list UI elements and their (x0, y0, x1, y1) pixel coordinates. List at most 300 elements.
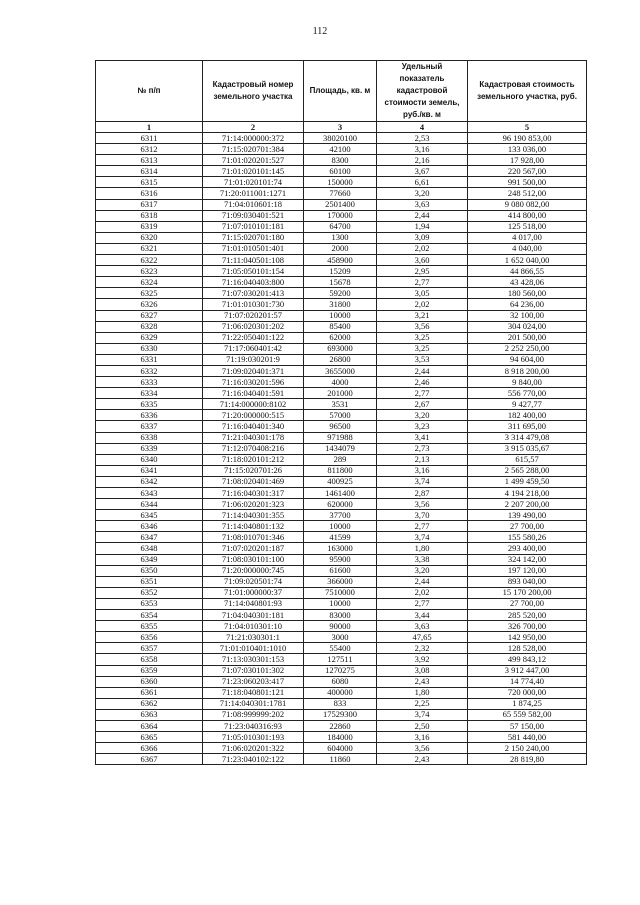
table-row (96, 554, 587, 565)
cadastral-value-cell: 197 120,00 (468, 565, 587, 576)
area-cell: 3655000 (304, 365, 377, 376)
table-row (96, 166, 587, 177)
cadastral-value-cell: 2 207 200,00 (468, 499, 587, 510)
table-row (96, 709, 587, 720)
table-body (96, 133, 587, 765)
cadastral-number-cell: 71:01:000000:37 (203, 587, 304, 598)
area-cell: 10000 (304, 521, 377, 532)
row-number-cell: 6311 (96, 133, 203, 144)
area-cell: 42100 (304, 144, 377, 155)
cadastral-value-cell: 43 428,06 (468, 277, 587, 288)
unit-value-cell: 3,16 (377, 144, 468, 155)
cadastral-value-cell: 128 528,00 (468, 643, 587, 654)
cadastral-value-cell: 3 314 479,08 (468, 432, 587, 443)
area-cell: 1461400 (304, 488, 377, 499)
table-row (96, 499, 587, 510)
row-number-cell: 6352 (96, 587, 203, 598)
area-cell: 400000 (304, 687, 377, 698)
row-number-cell: 6330 (96, 343, 203, 354)
unit-value-cell: 3,16 (377, 732, 468, 743)
cadastral-number-cell: 71:15:020701:26 (203, 465, 304, 476)
row-number-cell: 6316 (96, 188, 203, 199)
unit-value-cell: 2,77 (377, 598, 468, 609)
table-row (96, 488, 587, 499)
cadastral-value-cell: 581 440,00 (468, 732, 587, 743)
table-row (96, 421, 587, 432)
row-number-cell: 6333 (96, 377, 203, 388)
unit-value-cell: 3,56 (377, 743, 468, 754)
table-row (96, 266, 587, 277)
unit-value-cell: 2,44 (377, 210, 468, 221)
table-row (96, 255, 587, 266)
area-cell: 4000 (304, 377, 377, 388)
row-number-cell: 6350 (96, 565, 203, 576)
cadastral-number-cell: 71:01:020101:145 (203, 166, 304, 177)
unit-value-cell: 2,16 (377, 155, 468, 166)
cadastral-number-cell: 71:06:020201:322 (203, 743, 304, 754)
cadastral-value-cell: 94 604,00 (468, 354, 587, 365)
cadastral-value-cell: 201 500,00 (468, 332, 587, 343)
row-number-cell: 6348 (96, 543, 203, 554)
table-row (96, 321, 587, 332)
cadastral-number-cell: 71:13:030301:153 (203, 654, 304, 665)
table-row (96, 587, 587, 598)
unit-value-cell: 1,80 (377, 687, 468, 698)
area-cell: 163000 (304, 543, 377, 554)
row-number-cell: 6364 (96, 720, 203, 731)
row-number-cell: 6357 (96, 643, 203, 654)
area-cell: 8300 (304, 155, 377, 166)
row-number-cell: 6335 (96, 399, 203, 410)
cadastral-value-cell: 32 100,00 (468, 310, 587, 321)
unit-value-cell: 2,43 (377, 676, 468, 687)
row-number-cell: 6367 (96, 754, 203, 765)
area-cell: 2501400 (304, 199, 377, 210)
row-number-cell: 6319 (96, 221, 203, 232)
area-cell: 3531 (304, 399, 377, 410)
row-number-cell: 6336 (96, 410, 203, 421)
row-number-cell: 6312 (96, 144, 203, 155)
unit-value-cell: 2,44 (377, 576, 468, 587)
row-number-cell: 6324 (96, 277, 203, 288)
table-row (96, 332, 587, 343)
column-number: 4 (377, 122, 468, 133)
cadastral-number-cell: 71:08:030101:100 (203, 554, 304, 565)
cadastral-value-cell: 2 252 250,00 (468, 343, 587, 354)
unit-value-cell: 3,21 (377, 310, 468, 321)
row-number-cell: 6355 (96, 621, 203, 632)
unit-value-cell: 2,77 (377, 277, 468, 288)
column-number: 5 (468, 122, 587, 133)
area-cell: 6080 (304, 676, 377, 687)
table-row (96, 443, 587, 454)
row-number-cell: 6362 (96, 698, 203, 709)
area-cell: 400925 (304, 476, 377, 487)
cadastral-value-cell: 142 950,00 (468, 632, 587, 643)
table-row (96, 399, 587, 410)
cadastral-value-table (95, 60, 587, 765)
cadastral-number-cell: 71:07:020201:187 (203, 543, 304, 554)
area-cell: 458900 (304, 255, 377, 266)
table-row (96, 377, 587, 388)
cadastral-number-cell: 71:04:040301:181 (203, 610, 304, 621)
page-number: 112 (312, 26, 328, 37)
unit-value-cell: 3,74 (377, 709, 468, 720)
cadastral-value-cell: 64 236,00 (468, 299, 587, 310)
cadastral-number-cell: 71:22:050401:122 (203, 332, 304, 343)
cadastral-number-cell: 71:16:040401:591 (203, 388, 304, 399)
table-row (96, 243, 587, 254)
cadastral-value-cell: 155 580,26 (468, 532, 587, 543)
cadastral-value-cell: 1 652 040,00 (468, 255, 587, 266)
cadastral-value-cell: 2 150 240,00 (468, 743, 587, 754)
row-number-cell: 6317 (96, 199, 203, 210)
cadastral-value-cell: 4 040,00 (468, 243, 587, 254)
cadastral-value-cell: 499 843,12 (468, 654, 587, 665)
unit-value-cell: 3,05 (377, 288, 468, 299)
cadastral-value-cell: 14 774,40 (468, 676, 587, 687)
row-number-cell: 6360 (96, 676, 203, 687)
row-number-cell: 6315 (96, 177, 203, 188)
cadastral-value-cell: 991 500,00 (468, 177, 587, 188)
table-row (96, 743, 587, 754)
unit-value-cell: 3,60 (377, 255, 468, 266)
cadastral-number-cell: 71:20:000000:515 (203, 410, 304, 421)
unit-value-cell: 3,74 (377, 476, 468, 487)
cadastral-number-cell: 71:14:000000:372 (203, 133, 304, 144)
row-number-cell: 6325 (96, 288, 203, 299)
row-number-cell: 6349 (96, 554, 203, 565)
unit-value-cell: 3,53 (377, 354, 468, 365)
cadastral-number-cell: 71:23:040316:93 (203, 720, 304, 731)
cadastral-number-cell: 71:16:030201:596 (203, 377, 304, 388)
unit-value-cell: 2,32 (377, 643, 468, 654)
table-row (96, 476, 587, 487)
cadastral-number-cell: 71:12:070408:216 (203, 443, 304, 454)
unit-value-cell: 2,67 (377, 399, 468, 410)
row-number-cell: 6329 (96, 332, 203, 343)
area-cell: 60100 (304, 166, 377, 177)
cadastral-number-cell: 71:08:010701:346 (203, 532, 304, 543)
area-cell: 971988 (304, 432, 377, 443)
row-number-cell: 6351 (96, 576, 203, 587)
row-number-cell: 6343 (96, 488, 203, 499)
unit-value-cell: 3,67 (377, 166, 468, 177)
cadastral-value-cell: 27 700,00 (468, 521, 587, 532)
table-row (96, 754, 587, 765)
unit-value-cell: 3,41 (377, 432, 468, 443)
unit-value-cell: 2,50 (377, 720, 468, 731)
row-number-cell: 6323 (96, 266, 203, 277)
unit-value-cell: 2,87 (377, 488, 468, 499)
row-number-cell: 6366 (96, 743, 203, 754)
cadastral-value-cell: 9 080 082,00 (468, 199, 587, 210)
unit-value-cell: 3,63 (377, 199, 468, 210)
row-number-cell: 6344 (96, 499, 203, 510)
cadastral-value-cell: 139 490,00 (468, 510, 587, 521)
table-row (96, 532, 587, 543)
area-cell: 96500 (304, 421, 377, 432)
table-row (96, 343, 587, 354)
row-number-cell: 6345 (96, 510, 203, 521)
row-number-cell: 6363 (96, 709, 203, 720)
table-row (96, 199, 587, 210)
row-number-cell: 6358 (96, 654, 203, 665)
cadastral-value-cell: 556 770,00 (468, 388, 587, 399)
header-row-number: № п/п (96, 61, 203, 122)
cadastral-value-cell: 4 017,00 (468, 232, 587, 243)
table-row (96, 388, 587, 399)
cadastral-value-cell: 15 170 200,00 (468, 587, 587, 598)
cadastral-value-cell: 57 150,00 (468, 720, 587, 731)
unit-value-cell: 3,16 (377, 465, 468, 476)
cadastral-value-cell: 285 520,00 (468, 610, 587, 621)
table-row (96, 687, 587, 698)
table-row (96, 232, 587, 243)
area-cell: 64700 (304, 221, 377, 232)
area-cell: 31800 (304, 299, 377, 310)
area-cell: 1270275 (304, 665, 377, 676)
row-number-cell: 6361 (96, 687, 203, 698)
unit-value-cell: 3,44 (377, 610, 468, 621)
cadastral-value-cell: 1 874,25 (468, 698, 587, 709)
unit-value-cell: 2,73 (377, 443, 468, 454)
area-cell: 37700 (304, 510, 377, 521)
cadastral-number-cell: 71:09:020401:371 (203, 365, 304, 376)
unit-value-cell: 3,70 (377, 510, 468, 521)
unit-value-cell: 3,20 (377, 410, 468, 421)
unit-value-cell: 3,25 (377, 332, 468, 343)
cadastral-number-cell: 71:09:030401:521 (203, 210, 304, 221)
area-cell: 61600 (304, 565, 377, 576)
unit-value-cell: 3,20 (377, 565, 468, 576)
row-number-cell: 6356 (96, 632, 203, 643)
area-cell: 693000 (304, 343, 377, 354)
table-header-row (96, 61, 587, 122)
table-row (96, 155, 587, 166)
area-cell: 7510000 (304, 587, 377, 598)
area-cell: 1434079 (304, 443, 377, 454)
table-row (96, 177, 587, 188)
row-number-cell: 6342 (96, 476, 203, 487)
cadastral-number-cell: 71:21:030301:1 (203, 632, 304, 643)
cadastral-value-cell: 133 036,00 (468, 144, 587, 155)
unit-value-cell: 1,94 (377, 221, 468, 232)
table-row (96, 354, 587, 365)
area-cell: 11860 (304, 754, 377, 765)
column-number-row (96, 122, 587, 133)
table-row (96, 732, 587, 743)
cadastral-number-cell: 71:20:000000:745 (203, 565, 304, 576)
table-row (96, 465, 587, 476)
table-row (96, 610, 587, 621)
table-row (96, 288, 587, 299)
table-row (96, 432, 587, 443)
cadastral-value-cell: 220 567,00 (468, 166, 587, 177)
unit-value-cell: 2,02 (377, 587, 468, 598)
area-cell: 57000 (304, 410, 377, 421)
cadastral-number-cell: 71:17:060401:42 (203, 343, 304, 354)
row-number-cell: 6354 (96, 610, 203, 621)
area-cell: 90000 (304, 621, 377, 632)
cadastral-value-cell: 293 400,00 (468, 543, 587, 554)
column-number: 2 (203, 122, 304, 133)
row-number-cell: 6338 (96, 432, 203, 443)
cadastral-value-cell: 28 819,80 (468, 754, 587, 765)
cadastral-value-cell: 324 142,00 (468, 554, 587, 565)
cadastral-value-cell: 720 000,00 (468, 687, 587, 698)
cadastral-value-cell: 8 918 200,00 (468, 365, 587, 376)
area-cell: 62000 (304, 332, 377, 343)
unit-value-cell: 2,53 (377, 133, 468, 144)
cadastral-value-cell: 96 190 853,00 (468, 133, 587, 144)
row-number-cell: 6331 (96, 354, 203, 365)
row-number-cell: 6326 (96, 299, 203, 310)
cadastral-number-cell: 71:14:040301:355 (203, 510, 304, 521)
cadastral-number-cell: 71:20:011001:1271 (203, 188, 304, 199)
cadastral-value-cell: 65 559 582,00 (468, 709, 587, 720)
table-row (96, 277, 587, 288)
column-number: 1 (96, 122, 203, 133)
table-row (96, 643, 587, 654)
unit-value-cell: 3,09 (377, 232, 468, 243)
table-row (96, 654, 587, 665)
cadastral-number-cell: 71:16:040403:800 (203, 277, 304, 288)
row-number-cell: 6340 (96, 454, 203, 465)
table-row (96, 221, 587, 232)
area-cell: 22860 (304, 720, 377, 731)
cadastral-value-cell: 326 700,00 (468, 621, 587, 632)
row-number-cell: 6365 (96, 732, 203, 743)
cadastral-number-cell: 71:14:000000:8102 (203, 399, 304, 410)
area-cell: 17529300 (304, 709, 377, 720)
row-number-cell: 6321 (96, 243, 203, 254)
area-cell: 26800 (304, 354, 377, 365)
area-cell: 184000 (304, 732, 377, 743)
area-cell: 620000 (304, 499, 377, 510)
header-cadastral-value: Кадастровая стоимость земельного участка, руб. (468, 61, 587, 122)
unit-value-cell: 3,23 (377, 421, 468, 432)
row-number-cell: 6318 (96, 210, 203, 221)
unit-value-cell: 2,95 (377, 266, 468, 277)
table-row (96, 365, 587, 376)
header-cadastral-number: Кадастровый номер земельного участка (203, 61, 304, 122)
table-row (96, 543, 587, 554)
cadastral-number-cell: 71:01:020201:527 (203, 155, 304, 166)
unit-value-cell: 3,38 (377, 554, 468, 565)
cadastral-number-cell: 71:21:040301:178 (203, 432, 304, 443)
cadastral-number-cell: 71:06:020301:202 (203, 321, 304, 332)
cadastral-number-cell: 71:18:020101:212 (203, 454, 304, 465)
cadastral-number-cell: 71:07:010101:181 (203, 221, 304, 232)
unit-value-cell: 6,61 (377, 177, 468, 188)
row-number-cell: 6320 (96, 232, 203, 243)
cadastral-number-cell: 71:06:020201:323 (203, 499, 304, 510)
table-row (96, 510, 587, 521)
cadastral-value-cell: 182 400,00 (468, 410, 587, 421)
table-row (96, 144, 587, 155)
cadastral-value-cell: 9 427,77 (468, 399, 587, 410)
unit-value-cell: 3,20 (377, 188, 468, 199)
unit-value-cell: 3,08 (377, 665, 468, 676)
cadastral-number-cell: 71:04:010301:10 (203, 621, 304, 632)
cadastral-number-cell: 71:14:040801:93 (203, 598, 304, 609)
area-cell: 59200 (304, 288, 377, 299)
table-row (96, 133, 587, 144)
table-row (96, 565, 587, 576)
table-row (96, 410, 587, 421)
unit-value-cell: 2,13 (377, 454, 468, 465)
cadastral-value-cell: 893 040,00 (468, 576, 587, 587)
area-cell: 811800 (304, 465, 377, 476)
cadastral-number-cell: 71:15:020701:384 (203, 144, 304, 155)
row-number-cell: 6313 (96, 155, 203, 166)
area-cell: 10000 (304, 598, 377, 609)
area-cell: 83000 (304, 610, 377, 621)
cadastral-value-cell: 414 800,00 (468, 210, 587, 221)
area-cell: 55400 (304, 643, 377, 654)
unit-value-cell: 3,25 (377, 343, 468, 354)
unit-value-cell: 1,80 (377, 543, 468, 554)
table-row (96, 576, 587, 587)
unit-value-cell: 3,56 (377, 321, 468, 332)
area-cell: 77660 (304, 188, 377, 199)
cadastral-value-cell: 9 840,00 (468, 377, 587, 388)
row-number-cell: 6327 (96, 310, 203, 321)
area-cell: 85400 (304, 321, 377, 332)
table-row (96, 210, 587, 221)
header-unit-value: Удельный показатель кадастровой стоимости земель, руб./кв. м (377, 61, 468, 122)
cadastral-number-cell: 71:14:040801:132 (203, 521, 304, 532)
column-number: 3 (304, 122, 377, 133)
cadastral-number-cell: 71:04:010601:18 (203, 199, 304, 210)
unit-value-cell: 3,74 (377, 532, 468, 543)
table-row (96, 665, 587, 676)
area-cell: 1300 (304, 232, 377, 243)
area-cell: 366000 (304, 576, 377, 587)
cadastral-value-cell: 3 912 447,00 (468, 665, 587, 676)
table-row (96, 454, 587, 465)
cadastral-value-cell: 304 024,00 (468, 321, 587, 332)
table-row (96, 621, 587, 632)
table-row (96, 521, 587, 532)
unit-value-cell: 2,02 (377, 243, 468, 254)
cadastral-value-cell: 17 928,00 (468, 155, 587, 166)
area-cell: 15209 (304, 266, 377, 277)
row-number-cell: 6322 (96, 255, 203, 266)
area-cell: 10000 (304, 310, 377, 321)
cadastral-value-cell: 615,57 (468, 454, 587, 465)
cadastral-number-cell: 71:23:040102:122 (203, 754, 304, 765)
cadastral-number-cell: 71:16:040401:340 (203, 421, 304, 432)
cadastral-number-cell: 71:23:060203:417 (203, 676, 304, 687)
row-number-cell: 6353 (96, 598, 203, 609)
cadastral-number-cell: 71:19:030201:9 (203, 354, 304, 365)
cadastral-number-cell: 71:14:040301:1781 (203, 698, 304, 709)
cadastral-value-cell: 248 512,00 (468, 188, 587, 199)
area-cell: 2000 (304, 243, 377, 254)
unit-value-cell: 47,65 (377, 632, 468, 643)
cadastral-value-cell: 125 518,00 (468, 221, 587, 232)
cadastral-number-cell: 71:09:020501:74 (203, 576, 304, 587)
cadastral-number-cell: 71:01:010501:401 (203, 243, 304, 254)
unit-value-cell: 3,56 (377, 499, 468, 510)
row-number-cell: 6341 (96, 465, 203, 476)
header-area: Площадь, кв. м (304, 61, 377, 122)
unit-value-cell: 2,43 (377, 754, 468, 765)
unit-value-cell: 3,92 (377, 654, 468, 665)
area-cell: 95900 (304, 554, 377, 565)
